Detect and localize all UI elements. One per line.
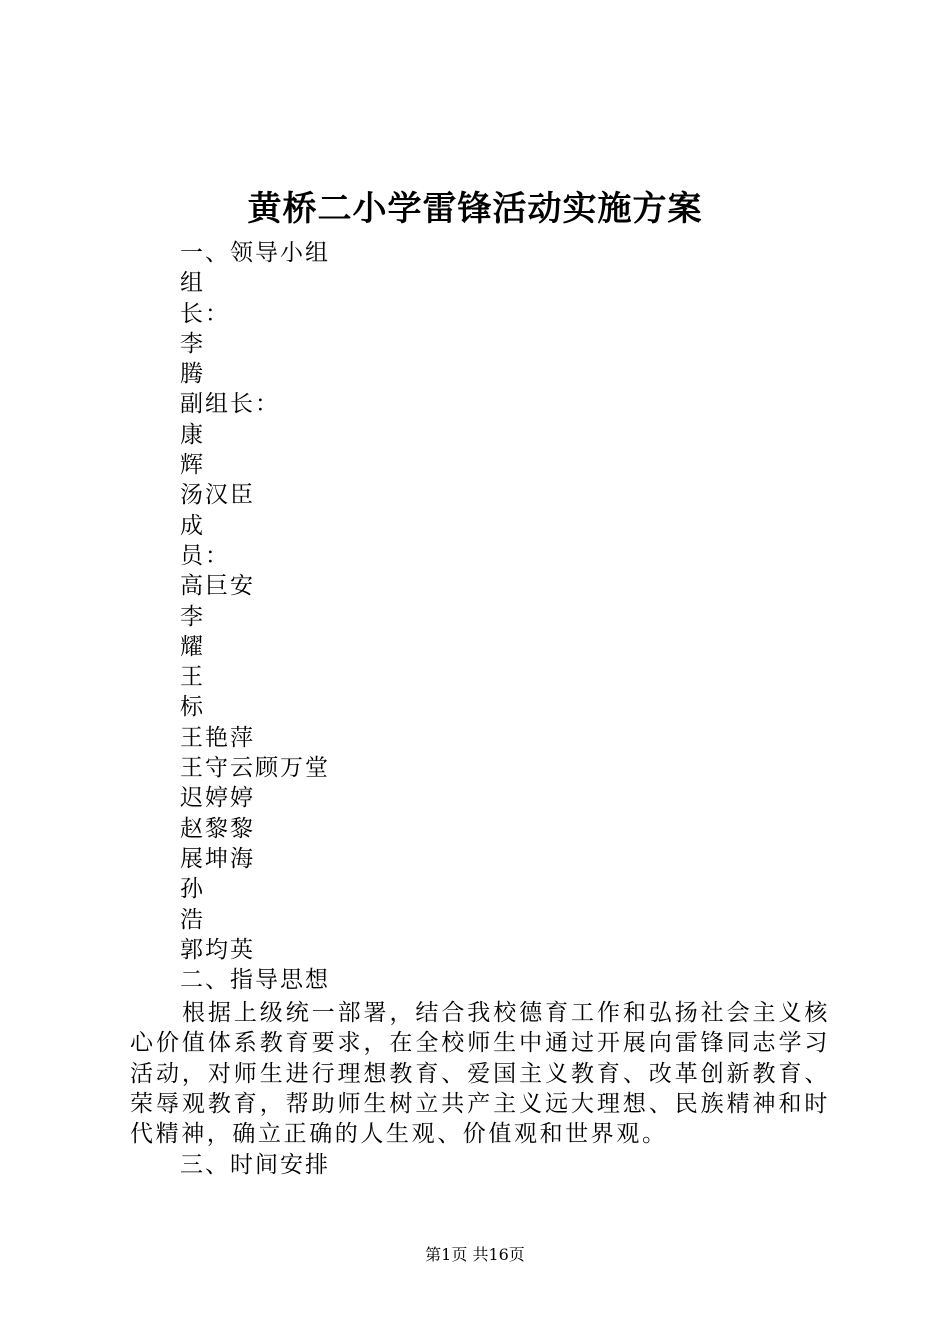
section-heading-guiding-ideology: 二、指导思想 — [180, 967, 330, 994]
member-line: 员： — [180, 542, 230, 569]
leadership-group-section — [180, 238, 330, 995]
member-line: 康 — [180, 421, 205, 448]
section-heading-schedule: 三、时间安排 — [180, 1152, 330, 1178]
member-line: 王守云顾万堂 — [180, 755, 330, 782]
member-line: 郭均英 — [180, 936, 255, 963]
guiding-ideology-paragraph: 根据上级统一部署，结合我校德育工作和弘扬社会主义核心价值体系教育要求，在全校师生中通过开展向雷锋同志学习活动，对师生进行理想教育、爱国主义教育、改革创新教育、荣辱观教育，帮助师生树立共产主义远大理想、民族精神和时代精神，确立正确的人生观、价值观和世界观。 — [130, 1000, 830, 1148]
member-line: 高巨安 — [180, 573, 255, 600]
member-line: 组 — [180, 270, 205, 297]
member-line: 李 — [180, 330, 205, 357]
member-line: 长： — [180, 300, 230, 327]
page-footer: 第1页 共16页 — [425, 1245, 525, 1264]
member-line: 展坤海 — [180, 845, 255, 872]
member-line: 赵黎黎 — [180, 815, 255, 842]
member-line: 王艳萍 — [180, 724, 255, 751]
member-line: 李 — [180, 603, 205, 630]
member-line: 腾 — [180, 361, 205, 388]
member-line: 汤汉臣 — [180, 482, 255, 509]
member-line: 迟婷婷 — [180, 785, 255, 812]
member-line: 标 — [180, 694, 205, 721]
member-line: 成 — [180, 512, 205, 539]
document-title: 黄桥二小学雷锋活动实施方案 — [247, 189, 703, 229]
member-line: 辉 — [180, 452, 205, 479]
section-heading-leadership: 一、领导小组 — [180, 240, 330, 266]
member-line: 浩 — [180, 906, 205, 933]
member-line: 副组长： — [180, 391, 280, 418]
member-line: 耀 — [180, 633, 205, 660]
member-line: 王 — [180, 664, 205, 691]
member-line: 孙 — [180, 876, 205, 903]
